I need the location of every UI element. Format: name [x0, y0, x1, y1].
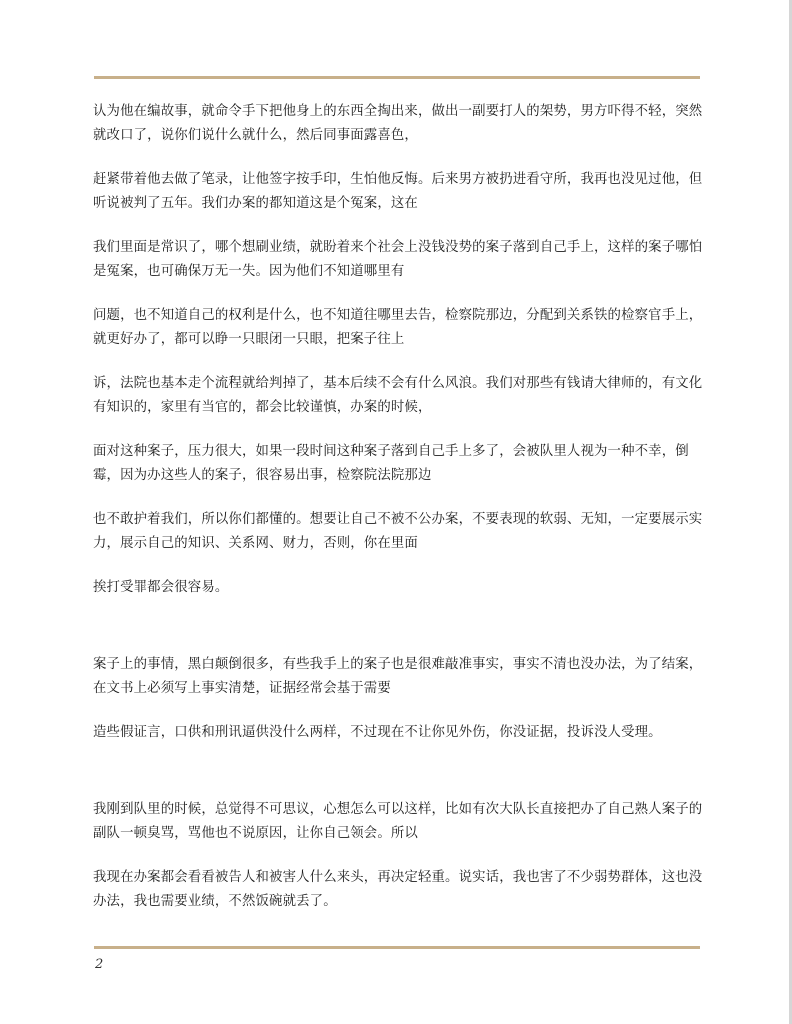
paragraph-6: 面对这种案子，压力很大，如果一段时间这种案子落到自己手上多了，会被队里人视为一种不幸，倒霉，因为办这些人的案子，很容易出事，检察院法院那边 [93, 444, 689, 483]
paragraph-2: 赶紧带着他去做了笔录，让他签字按手印，生怕他反悔。后来男方被扔进看守所，我再也没见过他，但听说被判了五年。我们办案的都知道这是个冤案，这在 [93, 172, 703, 211]
footer-rule [94, 946, 700, 949]
section-gap [93, 620, 703, 653]
header-rule [94, 76, 700, 79]
paragraph-3: 我们里面是常识了，哪个想刷业绩，就盼着来个社会上没钱没势的案子落到自己手上，这样的案子哪怕是冤案，也可确保万无一失。因为他们不知道哪里有 [93, 240, 703, 279]
paragraph-4: 问题，也不知道自己的权利是什么，也不知道往哪里去告，检察院那边，分配到关系铁的检察官手上，就更好办了，都可以睁一只眼闭一只眼，把案子往上 [93, 308, 703, 347]
paragraph-8: 挨打受罪都会很容易。 [93, 580, 229, 595]
paragraph-11: 我刚到队里的时候，总觉得不可思议，心想怎么可以这样，比如有次大队长直接把办了自己熟人案子的副队一顿臭骂，骂他也不说原因，让你自己领会。所以 [93, 802, 703, 841]
page-number: 2 [95, 957, 104, 972]
document-body [93, 100, 703, 934]
paragraph-12: 我现在办案都会看看被告人和被害人什么来头，再决定轻重。说实话，我也害了不少弱势群体，这也没办法，我也需要业绩，不然饭碗就丢了。 [93, 870, 703, 909]
paragraph-1: 认为他在编故事，就命令手下把他身上的东西全掏出来，做出一副要打人的架势，男方吓得不轻，突然就改口了，说你们说什么就什么，然后同事面露喜色， [93, 104, 703, 143]
section-gap [93, 765, 703, 798]
paragraph-9: 案子上的事情，黑白颠倒很多，有些我手上的案子也是很难敲准事实，事实不清也没办法，为了结案，在文书上必须写上事实清楚，证据经常会基于需要 [93, 657, 703, 696]
paragraph-5: 诉，法院也基本走个流程就给判掉了，基本后续不会有什么风浪。我们对那些有钱请大律师的，有文化有知识的，家里有当官的，都会比较谨慎，办案的时候， [93, 376, 703, 415]
paragraph-10: 造些假证言，口供和刑讯逼供没什么两样，不过现在不让你见外伤，你没证据，投诉没人受理。 [93, 725, 662, 740]
paragraph-7: 也不敢护着我们，所以你们都懂的。想要让自己不被不公办案，不要表现的软弱、无知，一定要展示实力，展示自己的知识、关系网、财力，否则，你在里面 [93, 512, 703, 551]
